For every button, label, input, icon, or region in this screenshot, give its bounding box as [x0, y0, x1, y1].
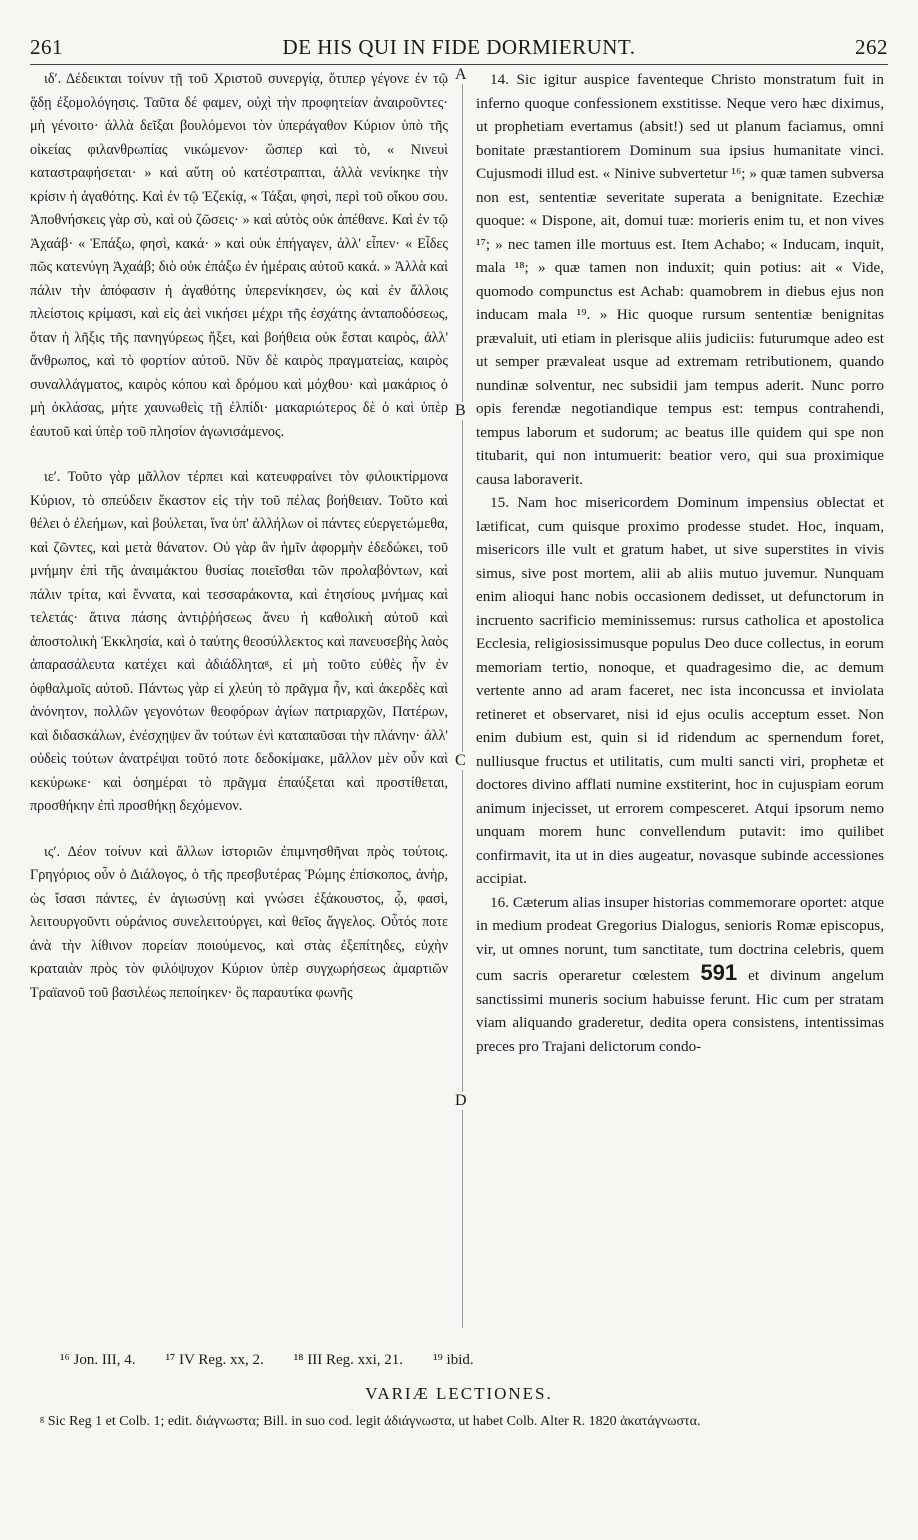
footnote: ¹⁶ Jon. III, 4.	[60, 1352, 136, 1368]
footnote: ¹⁹ ibid.	[433, 1352, 474, 1368]
variae-lectiones-heading: VARIÆ LECTIONES.	[365, 1384, 553, 1403]
latin-paragraph-16	[476, 891, 884, 1059]
greek-column	[30, 68, 448, 1336]
footnote: ¹⁸ III Reg. xxi, 21.	[293, 1352, 404, 1368]
page-header	[30, 32, 888, 62]
column-divider	[462, 68, 463, 1328]
column-number: 591	[700, 960, 738, 985]
margin-marker-d: D	[455, 1092, 467, 1109]
greek-paragraph-14: ιδʹ. Δέδεικται τοίνυν τῇ τοῦ Χριστοῦ συνεργίᾳ, ὅτιπερ γέγονε ἐν τῷ ᾅδῃ ἐξομολόγησις. Ταῦτα δέ φαμεν, οὐχὶ τὴν προφητείαν ἀναιροῦντες· μὴ γένοιτο· ἀλλὰ δεῖξαι βουλόμενοι τὸν ὑπεράγαθον Κύριον ὑπὸ τῆς οἰκείας φιλανθρωπίας νικώμενον· ὥσπερ καὶ τὸ, « Νινευὶ καταστραφήσεται· » καὶ αὕτη οὐ κατέστραπται, ἀλλὰ νενίκηκε τὴν κρίσιν ἡ ἀγαθότης. Καὶ ἐν τῷ Ἐζεκίᾳ, « Τάξαι, φησὶ, περὶ τοῦ οἴκου σου. Ἀποθνήσκεις γὰρ σὺ, καὶ οὐ ζῶσεις· » καὶ αὐτὸς οὐκ ἀπέθανε. Καὶ ἐν τῷ Ἀχαάβ· « Ἐπάξω, φησὶ, κακά· » καὶ οὐκ ἐπήγαγεν, ἀλλ' εἶπεν· « Εἶδες πῶς κατενύγη Ἀχαάβ; διὸ οὐκ ἐπάξω ἐν ἡμέραις αὐτοῦ κακά. » Ἀλλὰ καὶ πάλιν τὴν ἀπόφασιν ἡ ἀγαθότης ὑπερενίκησεν, ὡς καὶ ἐν ἄλλοις πλείστοις κρίμασι, καὶ εἰς ἀεὶ νικήσει μέχρι τῆς ἐσχάτης ἀνταποδόσεως, ὅταν ἡ λῆξις τῆς πανηγύρεως ἥξει, καὶ βοήθεια οὐκ ἔσται καιρὸς, ἀλλ' ἄνθρωπος, καὶ τὸ φορτίον αὐτοῦ. Νῦν δὲ καιρὸς πραγματείας, καιρὸς συναλλάγματος, καιρὸς κόπου καὶ δρόμου καὶ μόχθου· καὶ μακάριος ὁ μὴ ὀκλάσας, μήτε χαυνωθεὶς τῇ ἐλπίδι· μακαριώτερος δὲ ὁ καὶ ὑπὲρ ἑαυτοῦ καὶ ὑπὲρ τοῦ πλησίον ἀγωνισάμενος.	[30, 71, 448, 440]
latin-paragraph-16-end: et divinum angelum sanctissimi muneris socium habuisse ferunt. Hic cum per stratam viam aliquando graderetur, dedita opera consistens, intentissimas preces pro Trajani delictorum condo-	[476, 967, 884, 1055]
margin-marker-b: B	[455, 402, 466, 419]
latin-paragraph-16-start: 16. Cæterum alias insuper historias commemorare oportet: atque in medium prodeat Gregorius Dialogus, senioris Romæ episcopus, vir, ut omnes norunt, tum sanctitate, tum doctrina celebris, quem cum sacris operaretur cœlestem	[476, 893, 884, 984]
margin-marker-a: A	[455, 66, 467, 83]
running-title: DE HIS QUI IN FIDE DORMIERUNT.	[282, 34, 636, 59]
latin-column	[476, 68, 884, 1336]
header-rule	[30, 64, 888, 65]
page-number-right: 262	[854, 34, 888, 59]
latin-paragraph-14: 14. Sic igitur auspice faventeque Christo monstratum fuit in inferno quoque confessionem exstitisse. Neque vero hæc diximus, ut prophetiam evertamus (absit!) sed ut planum faciamus, omni bonitate præstantiorem Dominum sua ipsius humanitate vinci. Cujusmodi illud est. « Ninive subvertetur ¹⁶; » quæ tamen subversa non est, sententiæ severitate superata a benignitate. Ezechiæ quoque: « Dispone, ait, domui tuæ: morieris enim tu, et non vives ¹⁷; » nec tamen ille mortuus est. Item Achabo; « Inducam, inquit, mala ¹⁸; » quæ tamen non induxit; quin potius: ait « Vide, quomodo compunctus est Achab: quamobrem in diebus ejus non inducam mala ¹⁹. » Hic quoque rursum sententiæ benignitas prævaluit, uti etiam in plerisque aliis judiciis: futurumque adeo est ut semper prævaleat usque ad extremam retributionem, quando nundinæ solventur, nec subsidii jam tempus aderit. Nunc porro opis ferendæ negotiandique tempus est: tempus contrahendi, tempus laborum et sudorum; ac beatus ille quidem qui spe non titubarit, qui non intumuerit: beatior vero, qui sua proximique causa laboraverit.	[476, 71, 884, 488]
greek-paragraph-16: ιςʹ. Δέον τοίνυν καὶ ἄλλων ἱστοριῶν ἐπιμνησθῆναι πρὸς τούτοις. Γρηγόριος οὖν ὁ Διάλογος, ὁ τῆς πρεσβυτέρας Ῥώμης ἐπίσκοπος, ἀνὴρ, ὡς ἴσασι πάντες, ἐν ἁγιωσύνῃ καὶ γνώσει ἐξάκουστος, ᾧ, φασὶ, λειτουργοῦντι οὐράνιος συνελειτούργει, καὶ θεῖος ἄγγελος. Οὗτός ποτε ἀνὰ τὴν λίθινον πορείαν ποιούμενος, καὶ στὰς ἐξεπίτηδες, εὐχὴν κραταιὰν πρὸς τὸν φιλόψυχον Κύριον ὑπὲρ συγχωρήσεως ἁμαρτιῶν Τραϊανοῦ τοῦ βασιλέως πεποίηκεν· ὃς παραυτίκα φωνῆς	[30, 843, 448, 1001]
latin-paragraph-15: 15. Nam hoc misericordem Dominum impensius oblectat et lætificat, cum quisque proximo prodesse studet. Hoc, inquam, misericors ille vult et gratum habet, ut sive superstites in vivis simus, sive post mortem, alii ab aliis mutuo juvemur. Nunquam enim alioqui hanc nobis occasionem dedisset, ut defunctorum in incruento sacrificio meminissemus: rursus catholica et apostolica Ecclesia, religiosissimusque populus Deo duce collectus, in eorum memoriam tertio, nonoque, et quadragesimo die, ac demum vertente anno ad aram faceret, nec ista inconcussa et inviolata retineret et observaret, nisi id ejus oculis acceptum esset. Non enim dubium est, quin si id ridendum ac spernendum foret, nulliusque fructus et utilitatis, cum multi sancti viri, prophetæ et doctores divino afflati numine exstiterint, hoc in cujuspiam eorum animum injecisset, ut errorem compesceret. Atqui ipsorum nemo unquam morem hunc convellendum putavit: imo quilibet confirmavit, ita ut in dies augeatur, novasque subinde accessiones accipiat.	[476, 494, 884, 887]
footnotes	[60, 1352, 880, 1369]
footnote: ¹⁷ IV Reg. xx, 2.	[165, 1352, 264, 1368]
page-number-left: 261	[30, 34, 63, 59]
greek-paragraph-15: ιεʹ. Τοῦτο γὰρ μᾶλλον τέρπει καὶ κατευφραίνει τὸν φιλοικτίρμονα Κύριον, τὸ σπεύδειν ἕκαστον εἰς τὴν τοῦ πέλας βοήθειαν. Τοῦτο καὶ θέλει ὁ ἐλεήμων, καὶ βούλεται, ἵνα ὑπ' ἀλλήλων οἱ πάντες εὐεργετώμεθα, καὶ ζῶντες, καὶ μετὰ θάνατον. Οὐ γὰρ ἂν ἡμῖν ἀφορμὴν ἐδεδώκει, τοῦ μνήμην ἐπὶ τῆς ἀναιμάκτου θυσίας ποιεῖσθαι τῶν προλαβόντων, καὶ πάλιν τρίτα, καὶ ἔννατα, καὶ τεσσαράκοντα, καὶ ἐτησίους μνήμας καὶ τελετάς· ἅτινα πάσης ἀντιῤῥήσεως ἄνευ ἡ καθολικὴ αὐτοῦ καὶ ἀποστολικὴ Ἐκκλησία, καὶ ὁ ταύτης θεοσύλλεκτος καὶ πανευσεβὴς λαὸς ἀπαρασάλευτα κατέχει καὶ ἀδιάδληταᵍ, εἰ μὴ τοῦτο εὐθὲς ἦν ἐν ὀφθαλμοῖς αὐτοῦ. Πάντως γὰρ εἰ χλεύη τὸ πρᾶγμα ἦν, καὶ ἀκερδὲς καὶ ἀνόνητον, πολλῶν γεγονότων θεοφόρων ἁγίων πατριαρχῶν, Πατέρων, καὶ διδασκάλων, ἐνέσχηψεν ἂν τούτων ἑνὶ καταπαῦσαι τὴν πλάνην· ἀλλ' οὐδεὶς τούτων ἀνατρέψαι τοῦτό ποτε δεδοκίμακε, μᾶλλον μὲν οὖν καὶ κεκύρωκε· καὶ ὁσημέραι τὸ πρᾶγμα ἐπαύξεται καὶ προστίθεται, προσθήκην ἐπὶ προσθήκῃ δεχόμενον.	[30, 469, 448, 814]
margin-marker-c: C	[455, 752, 466, 769]
variae-lectiones-note: ᵍ Sic Reg 1 et Colb. 1; edit. διάγνωστα; Bill. in suo cod. legit ἀδιάγνωστα, ut habet Colb. Alter R. 1820 ἀκατάγνωστα.	[40, 1414, 701, 1429]
